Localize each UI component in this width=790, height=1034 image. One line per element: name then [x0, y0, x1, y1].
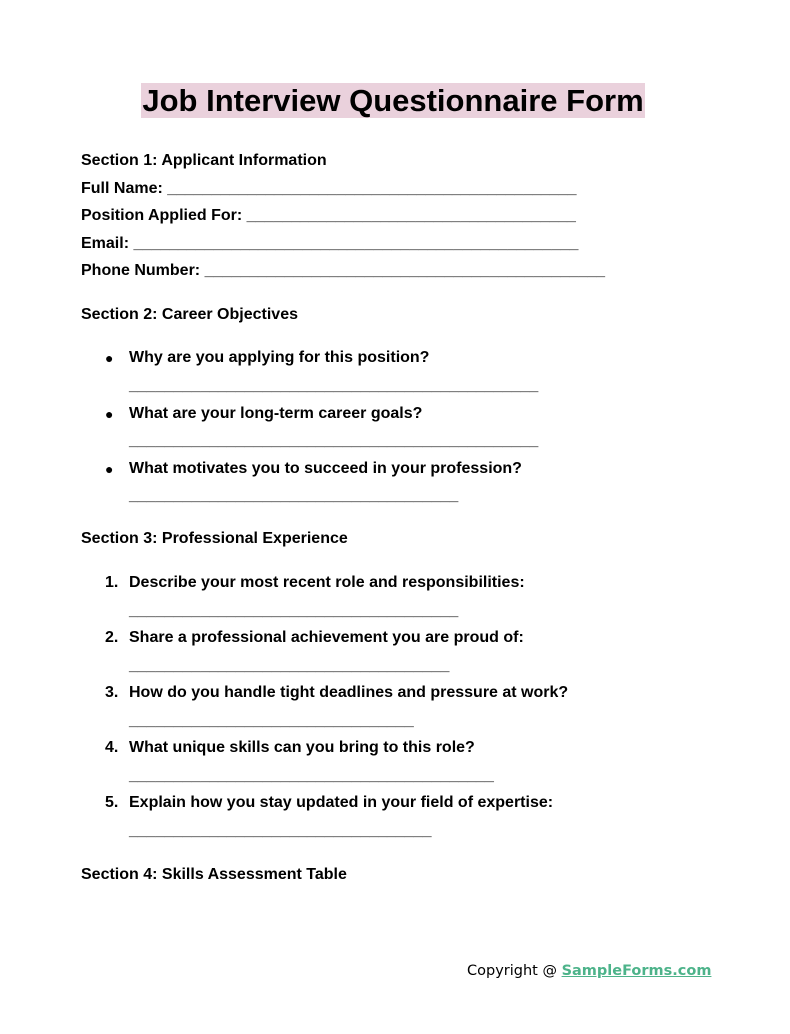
career-question-2: What are your long-term career goals? — [129, 405, 423, 422]
career-question-3: What motivates you to succeed in your profession? — [129, 460, 522, 477]
career-question-1: Why are you applying for this position? — [129, 349, 430, 366]
copyright-footer — [467, 963, 711, 979]
section4-heading: Section 4: Skills Assessment Table — [81, 866, 347, 883]
bullet-icon: ● — [105, 406, 114, 422]
page-title-text: Job Interview Questionnaire Form — [142, 83, 644, 118]
field-phone — [81, 262, 605, 280]
career-answer-line-2[interactable]: ______________________________________________ — [129, 432, 539, 449]
section2-heading: Section 2: Career Objectives — [81, 306, 298, 323]
list-number: 1. — [105, 574, 119, 591]
bullet-icon: ● — [105, 350, 114, 366]
career-answer-line-3[interactable]: _____________________________________ — [129, 487, 459, 504]
field-email-line[interactable]: __________________________________________________ — [133, 235, 579, 252]
experience-answer-line-2[interactable]: ____________________________________ — [129, 657, 450, 674]
experience-answer-line-5[interactable]: __________________________________ — [129, 822, 432, 839]
list-number: 4. — [105, 739, 119, 756]
list-number: 2. — [105, 629, 119, 646]
experience-answer-line-1[interactable]: _____________________________________ — [129, 602, 459, 619]
section3-heading: Section 3: Professional Experience — [81, 530, 348, 547]
field-phone-label: Phone Number: — [81, 262, 201, 279]
experience-question-3: How do you handle tight deadlines and pressure at work? — [129, 684, 569, 701]
field-position-line[interactable]: _____________________________________ — [246, 207, 576, 224]
sampleforms-link[interactable]: SampleForms.com — [561, 963, 712, 979]
experience-answer-line-4[interactable]: _________________________________________ — [129, 767, 494, 784]
section1-heading: Section 1: Applicant Information — [81, 152, 327, 169]
field-full-name-line[interactable]: ______________________________________________ — [167, 180, 577, 197]
field-email-label: Email: — [81, 235, 130, 252]
career-answer-line-1[interactable]: ______________________________________________ — [129, 377, 539, 394]
list-number: 3. — [105, 684, 119, 701]
experience-question-2: Share a professional achievement you are proud of: — [129, 629, 524, 646]
field-phone-line[interactable]: _____________________________________________ — [204, 262, 606, 279]
field-position-label: Position Applied For: — [81, 207, 243, 224]
field-full-name — [81, 180, 577, 198]
page-title — [0, 82, 786, 119]
field-position — [81, 207, 576, 225]
list-number: 5. — [105, 794, 119, 811]
bullet-icon: ● — [105, 461, 114, 477]
experience-answer-line-3[interactable]: ________________________________ — [129, 712, 414, 729]
field-email — [81, 235, 578, 253]
experience-question-4: What unique skills can you bring to this role? — [129, 739, 475, 756]
experience-question-5: Explain how you stay updated in your field of expertise: — [129, 794, 554, 811]
field-full-name-label: Full Name: — [81, 180, 163, 197]
experience-question-1: Describe your most recent role and responsibilities: — [129, 574, 525, 591]
copyright-prefix: Copyright @ — [467, 963, 562, 979]
